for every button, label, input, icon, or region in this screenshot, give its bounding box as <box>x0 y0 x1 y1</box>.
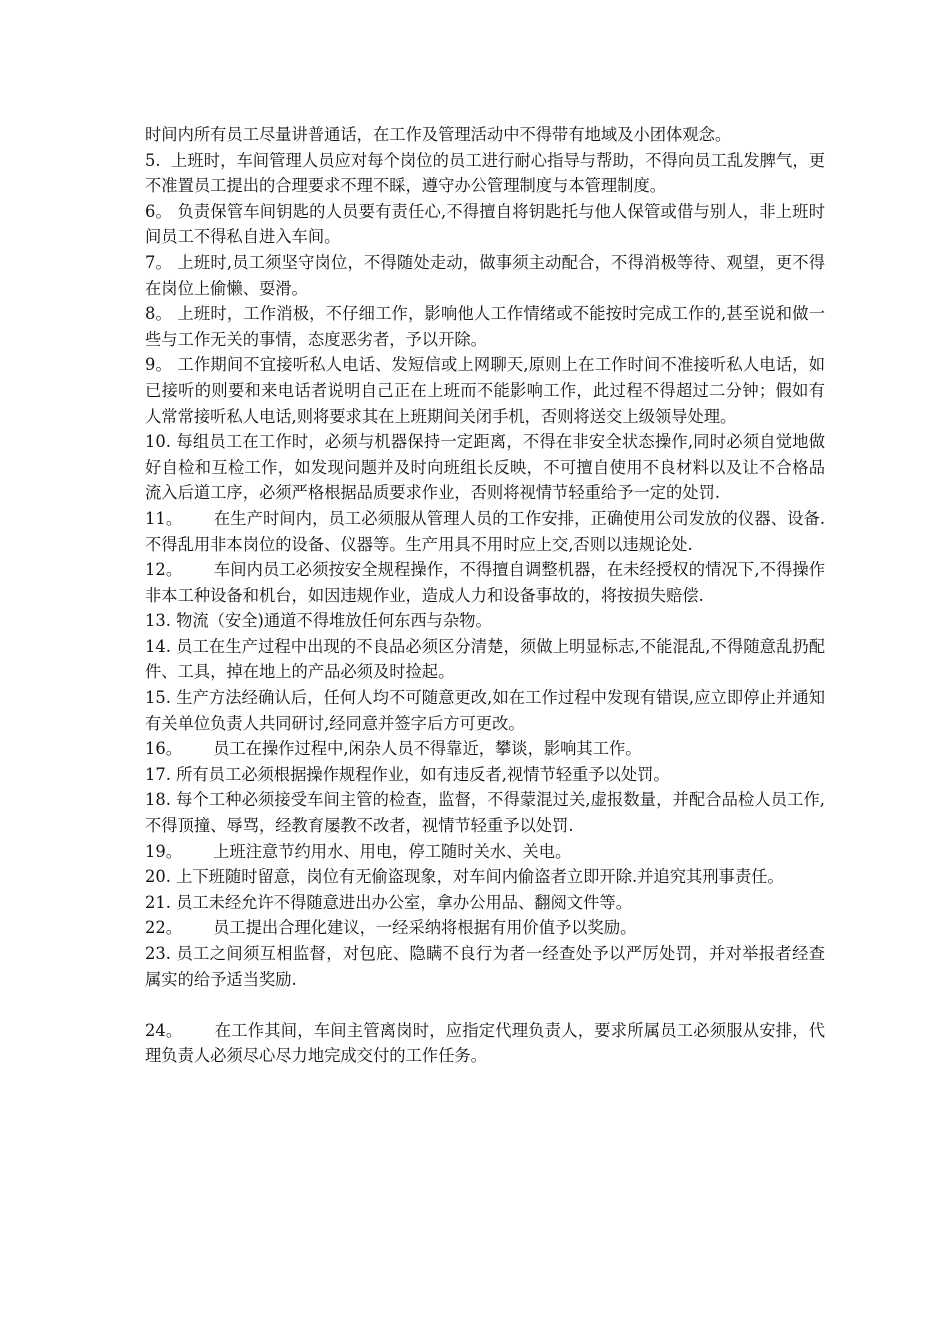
rule-text: 物流（安全)通道不得堆放任何东西与杂物。 <box>176 611 492 631</box>
rule-number: 8。 <box>145 304 173 324</box>
rule-text: 员工在生产过程中出现的不良品必须区分清楚，须做上明显标志,不能混乱,不得随意乱扔配件、工具，掉在地上的产品必须及时捡起。 <box>145 636 825 682</box>
rule-item <box>145 301 825 352</box>
rule-number: 6。 <box>145 201 173 221</box>
rule-text: 上班时，车间管理人员应对每个岗位的员工进行耐心指导与帮助，不得向员工乱发脾气，更不准置员工提出的合理要求不理不睬，遵守办公管理制度与本管理制度。 <box>145 150 825 196</box>
rule-list <box>145 148 825 1069</box>
rule-text: 车间内员工必须按安全规程操作，不得擅自调整机器，在未经授权的情况下,不得操作非本工种设备和机台，如因违规作业，造成人力和设备事故的，将按损失赔偿. <box>145 560 826 605</box>
rule-number: 9。 <box>145 355 173 375</box>
rule-text: 上班注意节约用水、用电，停工随时关水、关电。 <box>213 841 572 861</box>
rule-item <box>145 864 825 890</box>
rule-number: 24。 <box>145 1020 183 1040</box>
rule-text: 每个工种必须接受车间主管的检查，监督，不得蒙混过关,虚报数量，并配合品检人员工作,不得顶撞、辱骂，经教育屡教不改者，视情节轻重予以处罚. <box>145 790 825 836</box>
rule-number: 13. <box>145 611 171 631</box>
rule-item <box>145 787 825 838</box>
rule-item <box>145 429 825 506</box>
rule-separator <box>182 739 213 758</box>
rule-text: 上班时,员工须坚守岗位，不得随处走动，做事须主动配合，不得消极等待、观望，更不得在岗位上偷懒、耍滑。 <box>145 252 825 298</box>
rule-number: 18. <box>145 790 171 810</box>
rule-text: 上班时，工作消极，不仔细工作，影响他人工作情绪或不能按时完成工作的,甚至说和做一些与工作无关的事情，态度恶劣者，予以开除。 <box>145 304 825 349</box>
paragraph-gap <box>145 992 825 1018</box>
rule-number: 12。 <box>145 560 183 580</box>
continued-paragraph: 时间内所有员工尽量讲普通话，在工作及管理活动中不得带有地域及小团体观念。 <box>145 125 732 144</box>
rule-number: 5. <box>145 150 161 170</box>
rule-item <box>145 506 825 557</box>
rule-item <box>145 736 825 762</box>
rule-number: 19。 <box>145 841 182 861</box>
rule-text: 生产方法经确认后，任何人均不可随意更改,如在工作过程中发现有错误,应立即停止并通知有关单位负责人共同研讨,经同意并签字后方可更改。 <box>145 688 825 733</box>
rule-separator <box>182 560 214 579</box>
rule-item <box>145 941 825 992</box>
rule-item <box>145 608 825 634</box>
rule-item <box>145 557 825 608</box>
rule-item <box>145 915 825 941</box>
rule-item <box>145 762 825 788</box>
document-page <box>145 122 825 1069</box>
rule-number: 21. <box>145 892 171 912</box>
rule-item <box>145 890 825 916</box>
rule-item <box>145 839 825 865</box>
rule-text: 负责保管车间钥匙的人员要有责任心,不得擅自将钥匙托与他人保管或借与别人，非上班时间员工不得私自进入车间。 <box>145 201 825 247</box>
rule-text: 在生产时间内，员工必须服从管理人员的工作安排，正确使用公司发放的仪器、设备.不得乱用非本岗位的设备、仪器等。生产用具不用时应上交,否则以违规论处. <box>145 508 826 554</box>
rule-number: 15. <box>145 688 171 708</box>
rule-separator <box>182 842 213 861</box>
rule-item <box>145 352 825 429</box>
rule-item <box>145 199 825 250</box>
rule-separator <box>182 1021 214 1040</box>
rule-number: 16。 <box>145 739 182 759</box>
rule-separator <box>161 151 172 170</box>
rule-text: 员工提出合理化建议，一经采纳将根据有用价值予以奖励。 <box>213 918 637 938</box>
rule-text: 工作期间不宜接听私人电话、发短信或上网聊天,原则上在工作时间不准接听私人电话，如已接听的则要和来电话者说明自己正在上班而不能影响工作，此过程不得超过二分钟；假如有人常常接听私人电话,则将要求其在上班期间关闭手机，否则将送交上级领导处理。 <box>145 355 825 426</box>
rule-number: 10. <box>145 432 171 452</box>
rule-text: 员工在操作过程中,闲杂人员不得靠近，攀谈，影响其工作。 <box>213 739 642 759</box>
rule-item <box>145 148 825 199</box>
rule-item <box>145 685 825 736</box>
rule-text: 每组员工在工作时，必须与机器保持一定距离，不得在非安全状态操作,同时必须自觉地做好自检和互检工作，如发现问题并及时向班组长反映，不可擅自使用不良材料以及让不合格品流入后道工序，必须严格根据品质要求作业，否则将视情节轻重给予一定的处罚. <box>145 432 825 503</box>
rule-number: 14. <box>145 636 171 656</box>
rule-separator <box>182 918 213 937</box>
rule-item <box>145 250 825 301</box>
rule-text: 所有员工必须根据操作规程作业，如有违反者,视情节轻重予以处罚。 <box>176 764 670 784</box>
rule-number: 7。 <box>145 252 173 272</box>
rule-number: 11。 <box>145 508 183 528</box>
rule-text: 员工之间须互相监督，对包庇、隐瞒不良行为者一经查处予以严厉处罚，并对举报者经查属实的给予适当奖励. <box>145 944 825 989</box>
rule-item <box>145 1018 825 1069</box>
rule-number: 17. <box>145 764 171 784</box>
rule-text: 在工作其间，车间主管离岗时，应指定代理负责人，要求所属员工必须服从安排，代理负责人必须尽心尽力地完成交付的工作任务。 <box>145 1020 825 1066</box>
rule-text: 员工未经允许不得随意进出办公室，拿办公用品、翻阅文件等。 <box>176 892 632 912</box>
rule-text: 上下班随时留意，岗位有无偷盗现象，对车间内偷盗者立即开除.并追究其刑事责任。 <box>176 867 784 887</box>
rule-number: 23. <box>145 944 171 963</box>
rule-separator <box>182 509 214 528</box>
rule-number: 22。 <box>145 918 182 938</box>
rule-item <box>145 634 825 685</box>
rule-number: 20. <box>145 867 171 887</box>
